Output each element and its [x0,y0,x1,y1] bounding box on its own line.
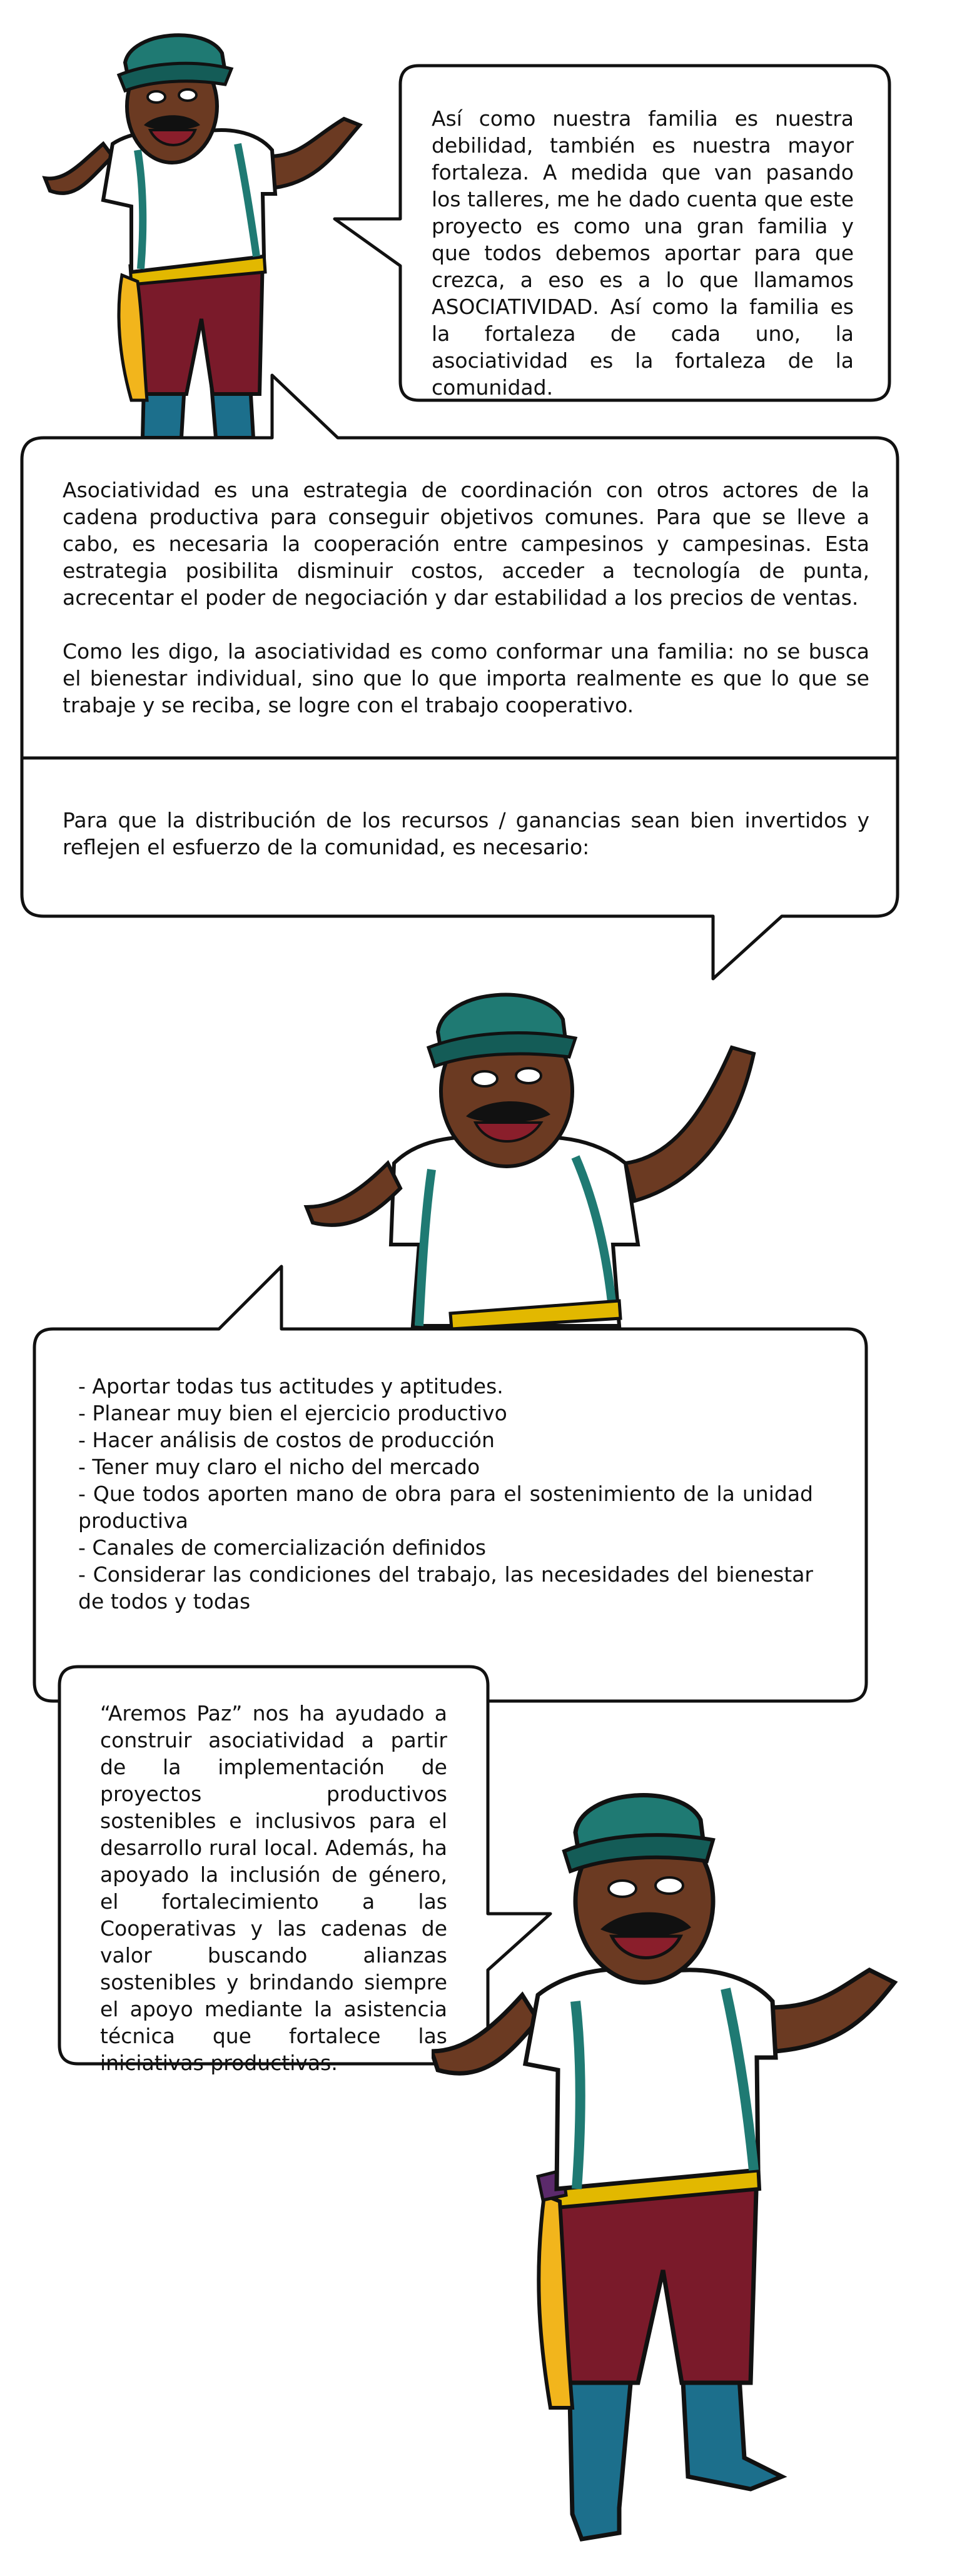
list-item: - Considerar las condiciones del trabajo, las necesidades del bienestar de todos y todas [78,1562,813,1614]
bubble-4-text: “Aremos Paz” nos ha ayudado a construir asociatividad a partir de la implementación de proyectos productivos sostenibles e inclusivos para el desarrollo rural local. Además, ha apoyado la inclusión de género, el fortalecimiento a las Cooperativas y las cadenas de valor buscando alianzas sostenibles y brindando siempre el apoyo mediante la asistencia técnica que fortalece las iniciativas productivas. [100,1701,447,2075]
character-farmer-bottom [432,1782,932,2558]
list-item: - Hacer análisis de costos de producción [78,1428,495,1452]
list-item: - Tener muy claro el nicho del mercado [78,1455,480,1479]
bubble-2-paragraph-1: Asociatividad es una estrategia de coordinación con otros actores de la cadena productiva para conseguir objetivos comunes. Para que se lleve a cabo, es necesaria la cooperación entre campesinos y campesinas. Esta estrategia posibilita disminuir costos, acceder a tecnología de punta, acrecentar el poder de negociación y dar estabilidad a los precios de ventas. [63,478,869,610]
speech-bubble-4 [100,1700,447,2076]
bubble-1-text: Así como nuestra familia es nuestra debilidad, también es nuestra mayor fortaleza. A medida que van pasando los talleres, me he dado cuenta que este proyecto es como una gran familia y que todos debemos aportar para que crezca, a eso es a lo que llamamos ASOCIATIVIDAD. Así como la familia es la fortaleza de cada uno, la asociatividad es la fortaleza de la comunidad. [432,106,854,400]
bubble-2-paragraph-2: Como les digo, la asociatividad es como conformar una familia: no se busca el bienestar individual, sino que lo que importa realmente es que lo que se trabaje y se reciba, se logre con el trabajo cooperativo. [63,639,869,717]
list-item: - Que todos aporten mano de obra para el sostenimiento de la unidad productiva [78,1482,813,1533]
list-item: - Planear muy bien el ejercicio productivo [78,1401,507,1425]
list-item: - Canales de comercialización definidos [78,1535,487,1560]
list-item: - Aportar todas tus actitudes y aptitudes. [78,1374,504,1398]
bubble-2-paragraph-3: Para que la distribución de los recursos / ganancias sean bien invertidos y reflejen el esfuerzo de la comunidad, es necesario: [63,808,869,859]
